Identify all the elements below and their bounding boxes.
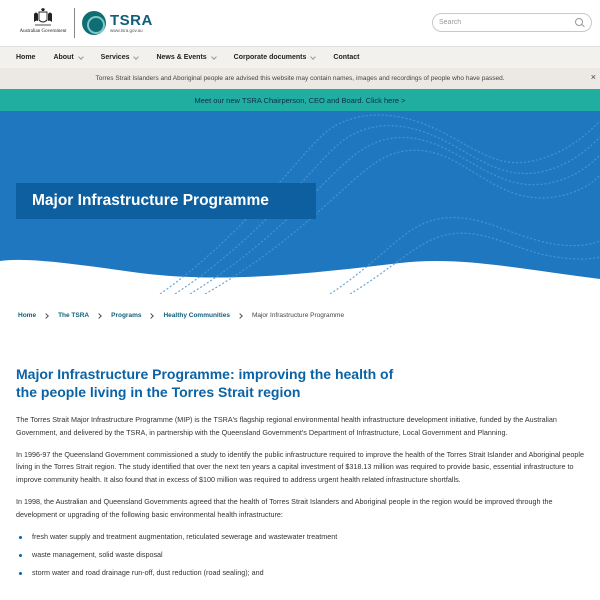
breadcrumb-programs[interactable]: Programs — [111, 312, 142, 319]
list-item: waste management, solid waste disposal — [16, 549, 594, 561]
breadcrumb — [18, 312, 344, 319]
nav-label: News & Events — [156, 54, 207, 61]
site-header — [0, 0, 600, 46]
chevron-right-icon — [237, 313, 243, 319]
nav-item-services[interactable] — [101, 54, 139, 61]
page-title: Major Infrastructure Programme — [32, 192, 269, 209]
hero-banner — [0, 111, 600, 294]
nav-label: Corporate documents — [233, 54, 307, 61]
nav-item-news-events[interactable] — [156, 54, 215, 61]
nav-item-contact[interactable] — [333, 54, 359, 61]
nav-label: About — [53, 54, 74, 61]
nav-label: Contact — [333, 54, 360, 61]
infrastructure-list — [16, 531, 594, 579]
announcement-banner[interactable] — [0, 89, 600, 111]
chevron-right-icon — [96, 313, 102, 319]
chevron-down-icon — [134, 54, 140, 60]
breadcrumb-current: Major Infrastructure Programme — [251, 312, 345, 319]
close-icon[interactable]: × — [590, 72, 596, 82]
warning-text: Torres Strait Islanders and Aboriginal people are advised this website may contain names, images and recordings of people who have passed. — [95, 75, 505, 82]
breadcrumb-healthy-communities[interactable]: Healthy Communities — [163, 312, 230, 319]
coat-of-arms-icon — [32, 8, 54, 28]
nav-item-about[interactable] — [53, 54, 82, 61]
tsra-name: TSRA — [110, 11, 153, 29]
breadcrumb-the-tsra[interactable]: The TSRA — [58, 312, 90, 319]
search-box — [432, 13, 592, 32]
content-paragraph: In 1998, the Australian and Queensland Governments agreed that the health of Torres Strait Islanders and Aboriginal people in the region would be improved through the development or upgrading of the following basic environmental health infrastructure: — [16, 496, 553, 519]
list-item: fresh water supply and treatment augmentation, reticulated sewerage and wastewater treatment — [16, 531, 594, 543]
nav-item-corporate-documents[interactable] — [234, 54, 316, 61]
content-paragraph: In 1996-97 the Queensland Government commissioned a study to identify the public infrastructure required to improve the health of the Torres Strait Islander and Aboriginal people living in the Torres Strait region. The study identified that over the next ten years a capital investment of $318.13 million was required to provide basic, essential infrastructure to improve community health. It also found that in excess of $100 million was required to address urgent health related infrastructure shortfalls. — [16, 449, 585, 485]
cultural-warning-banner — [0, 68, 600, 89]
australian-government-logo[interactable] — [16, 8, 70, 40]
content-paragraph: The Torres Strait Major Infrastructure Programme (MIP) is the TSRA's flagship regional environmental health infrastructure development initiative, funded by the Australian Government, and delivered by the TSRA, in partnership with the Queensland Government's Department of Infrastructure, Local Government and Planning. — [16, 415, 557, 437]
gov-text: Australian Government — [19, 29, 67, 34]
logo-divider — [74, 8, 75, 38]
chevron-right-icon — [43, 313, 49, 319]
content-heading: Major Infrastructure Programme: improving the health of the people living in the Torres Strait region — [16, 366, 394, 400]
list-item: storm water and road drainage run-off, dust reduction (road sealing); and — [16, 567, 594, 579]
search-input[interactable] — [439, 19, 575, 26]
chevron-down-icon — [78, 54, 84, 60]
breadcrumb-home[interactable]: Home — [18, 312, 37, 319]
nav-label: Home — [16, 54, 36, 61]
tsra-emblem-icon — [82, 11, 106, 35]
search-icon[interactable] — [575, 18, 585, 28]
nav-item-home[interactable] — [16, 54, 35, 61]
tsra-logo[interactable] — [82, 10, 153, 36]
chevron-right-icon — [149, 313, 155, 319]
main-content — [16, 365, 594, 585]
chevron-down-icon — [311, 54, 317, 60]
nav-label: Services — [100, 54, 130, 61]
tsra-url: www.tsra.gov.au — [110, 27, 143, 33]
chevron-down-icon — [211, 54, 217, 60]
announcement-link[interactable]: Meet our new TSRA Chairperson, CEO and Board. Click here > — [194, 95, 406, 105]
main-nav — [0, 46, 600, 68]
hero-title-box — [16, 183, 316, 219]
